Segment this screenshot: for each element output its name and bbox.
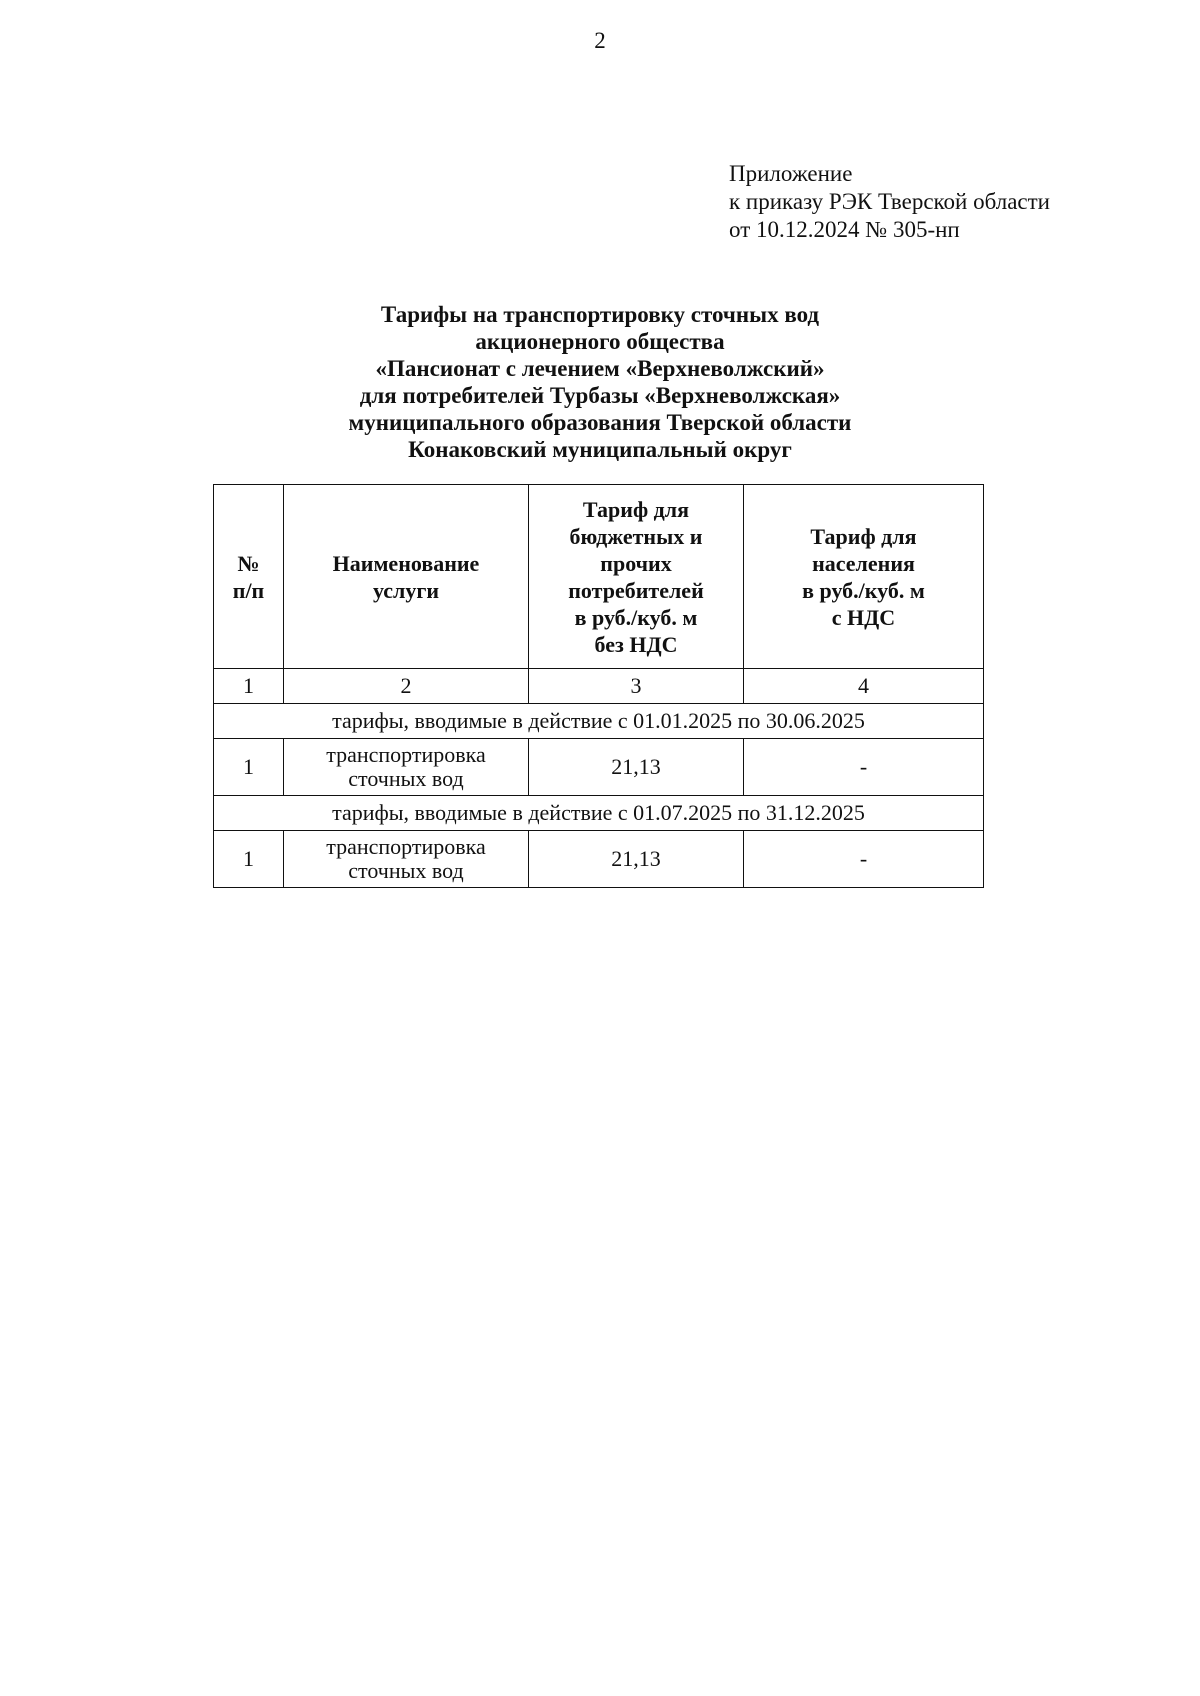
title-line-4: для потребителей Турбазы «Верхневолжская» (359, 383, 841, 408)
header-tariff-budget: Тариф для бюджетных и прочих потребителей в руб./куб. м без НДС (529, 485, 744, 669)
header-num: № п/п (214, 485, 284, 669)
title-line-2: акционерного общества (475, 329, 725, 354)
header-service: Наименование услуги (284, 485, 529, 669)
row-tariff-population-cell: - (744, 739, 984, 796)
period-cell: тарифы, вводимые в действие с 01.07.2025 по 31.12.2025 (214, 796, 984, 831)
row-num-cell: 1 (214, 739, 284, 796)
document-title (200, 301, 1000, 463)
title-line-5: муниципального образования Тверской области (348, 410, 852, 435)
row-service-cell: транспортировка сточных вод (284, 831, 529, 888)
row-tariff-population-cell: - (744, 831, 984, 888)
column-number-cell: 1 (214, 669, 284, 704)
appendix-line-2: к приказу РЭК Тверской области (729, 189, 1050, 214)
appendix-block (729, 160, 1050, 244)
title-line-6: Конаковский муниципальный округ (408, 437, 792, 462)
row-num-cell: 1 (214, 831, 284, 888)
row-tariff-budget-cell: 21,13 (529, 831, 744, 888)
table-row (214, 739, 984, 796)
title-line-1: Тарифы на транспортировку сточных вод (380, 302, 820, 327)
period-cell: тарифы, вводимые в действие с 01.01.2025 по 30.06.2025 (214, 704, 984, 739)
period-row (214, 704, 984, 739)
table-row (214, 831, 984, 888)
column-number-cell: 4 (744, 669, 984, 704)
column-number-cell: 3 (529, 669, 744, 704)
appendix-line-1: Приложение (729, 161, 853, 186)
title-line-3: «Пансионат с лечением «Верхневолжский» (375, 356, 825, 381)
period-row (214, 796, 984, 831)
tariff-table (213, 484, 984, 888)
page-number: 2 (594, 28, 606, 53)
row-service-cell: транспортировка сточных вод (284, 739, 529, 796)
table-header-row (214, 485, 984, 669)
header-tariff-population: Тариф для населения в руб./куб. м с НДС (744, 485, 984, 669)
row-tariff-budget-cell: 21,13 (529, 739, 744, 796)
column-number-row (214, 669, 984, 704)
column-number-cell: 2 (284, 669, 529, 704)
appendix-line-3: от 10.12.2024 № 305-нп (729, 217, 960, 242)
